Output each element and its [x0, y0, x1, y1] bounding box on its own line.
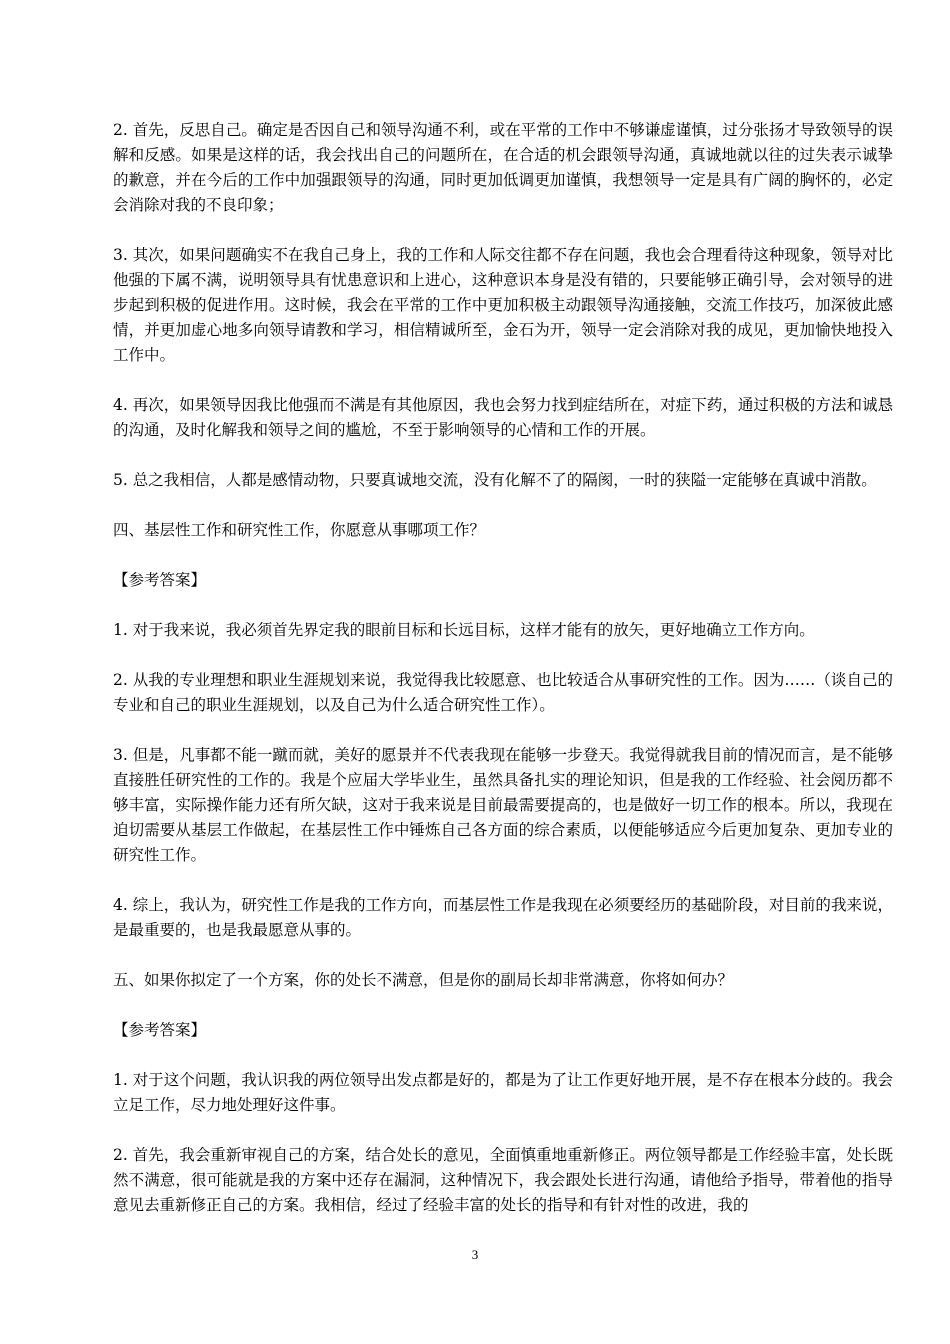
- paragraph-q4-answer-1: 1. 对于我来说，我必须首先界定我的眼前目标和长远目标，这样才能有的放矢，更好地确立工作方向。: [113, 621, 815, 639]
- reference-answer-label: 【参考答案】: [113, 571, 207, 589]
- question-4-heading: 四、基层性工作和研究性工作，你愿意从事哪项工作？: [113, 521, 486, 539]
- paragraph-q4-answer-3: 3. 但是，凡事都不能一蹴而就，美好的愿景并不代表我现在能够一步登天。我觉得就我目前的情况而言，是不能够直接胜任研究性的工作的。我是个应届大学毕业生，虽然具备扎实的理论知识，但是我的工作经验、社会阅历都不够丰富，实际操作能力还有所欠缺，这对于我来说是目前最需要提高的，也是做好一切工作的根本。所以，我现在迫切需要从基层工作做起，在基层性工作中锤炼自己各方面的综合素质，以便能够适应今后更加复杂、更加专业的研究性工作。: [113, 746, 893, 864]
- paragraph-answer-2-reflect: 2. 首先，反思自己。确定是否因自己和领导沟通不利，或在平常的工作中不够谦虚谨慎，过分张扬才导致领导的误解和反感。如果是这样的话，我会找出自己的问题所在，在合适的机会跟领导沟通，真诚地就以往的过失表示诚挚的歉意，并在今后的工作中加强跟领导的沟通，同时更加低调更加谨慎，我想领导一定是具有广阔的胸怀的，必定会消除对我的不良印象；: [113, 121, 893, 214]
- page-number: 3: [471, 1247, 479, 1262]
- paragraph-answer-3-secondly: 3. 其次，如果问题确实不在我自己身上，我的工作和人际交往都不存在问题，我也会合理看待这种现象，领导对比他强的下属不满，说明领导具有忧患意识和上进心，这种意识本身是没有错的，只要能够正确引导，会对领导的进步起到积极的促进作用。这时候，我会在平常的工作中更加积极主动跟领导沟通接触，交流工作技巧，加深彼此感情，并更加虚心地多向领导请教和学习，相信精诚所至，金石为开，领导一定会消除对我的成见，更加愉快地投入工作中。: [113, 246, 893, 364]
- paragraph-answer-5-conclusion: 5. 总之我相信，人都是感情动物，只要真诚地交流，没有化解不了的隔阂，一时的狭隘一定能够在真诚中消散。: [113, 471, 877, 489]
- paragraph-q4-answer-2: 2. 从我的专业理想和职业生涯规划来说，我觉得我比较愿意、也比较适合从事研究性的工作。因为……（谈自己的专业和自己的职业生涯规划，以及自己为什么适合研究性工作）。: [113, 671, 893, 714]
- document-body: [113, 118, 893, 1243]
- question-5-heading: 五、如果你拟定了一个方案，你的处长不满意，但是你的副局长却非常满意，你将如何办？: [113, 971, 734, 989]
- paragraph-q5-answer-1: 1. 对于这个问题，我认识我的两位领导出发点都是好的，都是为了让工作更好地开展，是不存在根本分歧的。我会立足工作，尽力地处理好这件事。: [113, 1071, 893, 1114]
- paragraph-q5-answer-2: 2. 首先，我会重新审视自己的方案，结合处长的意见，全面慎重地重新修正。两位领导都是工作经验丰富，处长既然不满意，很可能就是我的方案中还存在漏洞，这种情况下，我会跟处长进行沟通，请他给予指导，带着他的指导意见去重新修正自己的方案。我相信，经过了经验丰富的处长的指导和有针对性的改进，我的: [113, 1146, 893, 1214]
- paragraph-answer-4-thirdly: 4. 再次，如果领导因我比他强而不满是有其他原因，我也会努力找到症结所在，对症下药，通过积极的方法和诚恳的沟通，及时化解我和领导之间的尴尬，不至于影响领导的心情和工作的开展。: [113, 396, 893, 439]
- reference-answer-label: 【参考答案】: [113, 1021, 207, 1039]
- paragraph-q4-answer-4: 4. 综上，我认为，研究性工作是我的工作方向，而基层性工作是我现在必须要经历的基础阶段，对目前的我来说，是最重要的，也是我最愿意从事的。: [113, 896, 893, 939]
